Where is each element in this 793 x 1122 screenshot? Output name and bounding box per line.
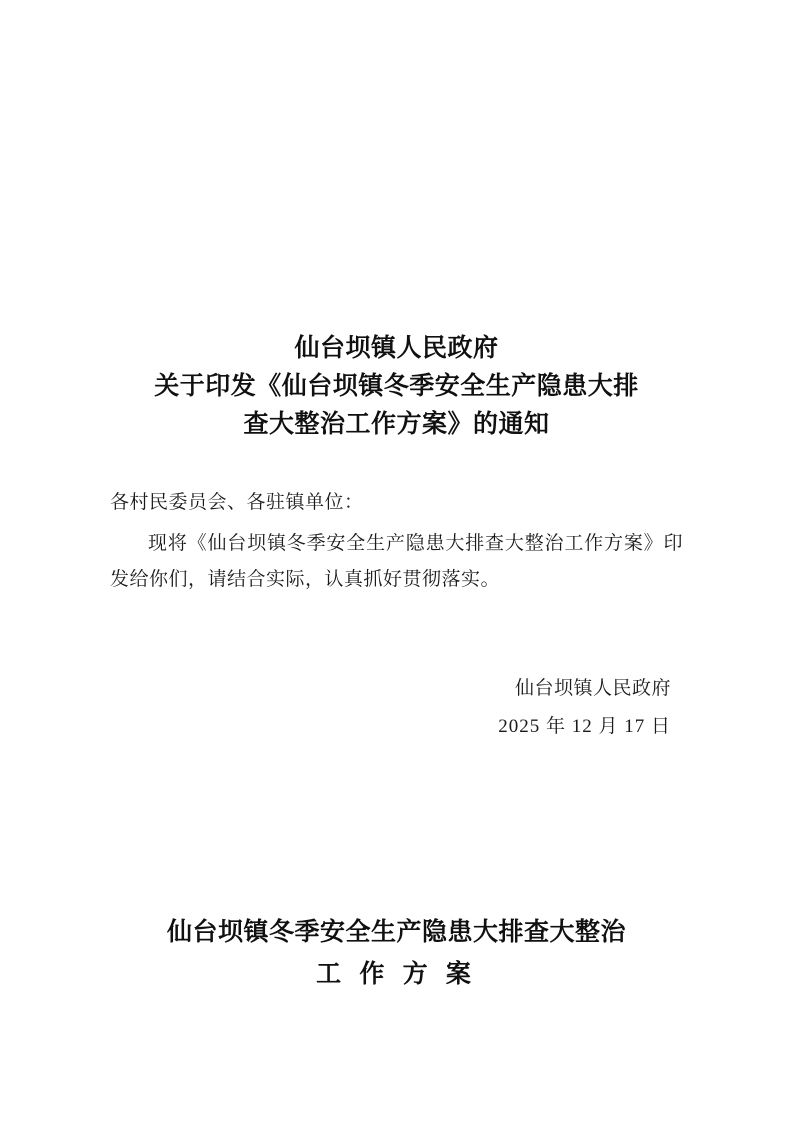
document-title-line-1: 仙台坝镇人民政府 bbox=[294, 335, 499, 362]
body-paragraph: 现将《仙台坝镇冬季安全生产隐患大排查大整治工作方案》印发给你们，请结合实际，认真抓好贯彻落实。 bbox=[110, 533, 683, 590]
signature-block bbox=[110, 672, 683, 744]
document-content bbox=[110, 330, 683, 996]
salutation: 各村民委员会、各驻镇单位： bbox=[110, 492, 364, 513]
document-title-line-3: 查大整治工作方案》的通知 bbox=[243, 411, 550, 438]
attachment-title-line-2: 工 作 方 案 bbox=[316, 961, 477, 988]
document-title-line-2: 关于印发《仙台坝镇冬季安全生产隐患大排 bbox=[154, 373, 639, 400]
signature-date: 2025 年 12 月 17 日 bbox=[498, 716, 671, 737]
signature-signer: 仙台坝镇人民政府 bbox=[514, 678, 671, 699]
attachment-title bbox=[110, 912, 683, 996]
attachment-title-line-1: 仙台坝镇冬季安全生产隐患大排查大整治 bbox=[166, 919, 626, 946]
document-title bbox=[110, 330, 683, 444]
